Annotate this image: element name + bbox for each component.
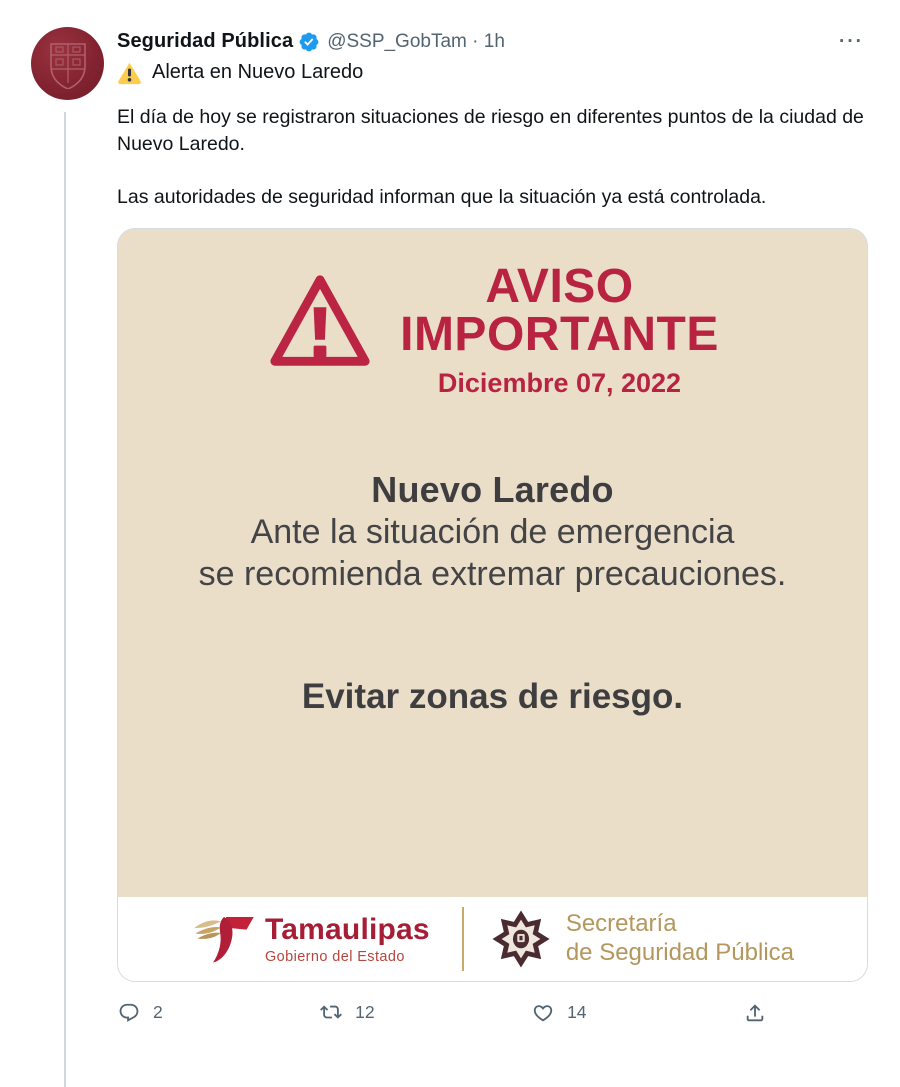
ssp-star-badge-icon <box>490 906 552 972</box>
like-icon <box>532 1002 554 1024</box>
tweet-body <box>117 104 868 211</box>
separator-dot: · <box>472 30 479 52</box>
tamaulipas-text-block <box>265 913 430 965</box>
alert-emphasis: Evitar zonas de riesgo. <box>301 676 684 716</box>
alert-title-line2: IMPORTANTE <box>400 307 719 361</box>
tweet-image-card[interactable] <box>117 228 868 982</box>
reply-button[interactable] <box>118 1002 163 1024</box>
alert-footer <box>118 897 867 981</box>
tweet-action-bar <box>118 1002 766 1024</box>
alert-date: Diciembre 07, 2022 <box>437 367 682 398</box>
author-name[interactable]: Seguridad Pública <box>117 30 294 52</box>
tweet-paragraph: El día de hoy se registraron situaciones de riesgo en diferentes puntos de la ciudad de Nuevo Laredo. <box>117 106 864 155</box>
reply-icon <box>118 1002 140 1024</box>
ssp-text-block <box>566 910 794 968</box>
tweet-headline: Alerta en Nuevo Laredo <box>152 61 364 83</box>
alert-title-block <box>400 259 719 399</box>
alert-message-line2: se recomienda extremar precauciones. <box>198 554 787 593</box>
avatar-column <box>31 14 104 1024</box>
retweet-icon <box>320 1002 342 1024</box>
verified-badge-icon <box>298 31 320 53</box>
author-handle-time[interactable] <box>327 31 505 53</box>
tweet-paragraph: Las autoridades de seguridad informan que la situación ya está controlada. <box>117 186 767 208</box>
like-button[interactable] <box>532 1002 586 1024</box>
alert-message-block <box>118 469 867 717</box>
tamaulipas-brand-name: Tamaulipas <box>264 912 430 946</box>
tweet-headline-row <box>117 60 868 85</box>
tamaulipas-logo <box>191 909 257 969</box>
alert-message-line1: Ante la situación de emergencia <box>250 512 735 551</box>
avatar-crest-icon <box>45 39 91 89</box>
alert-header <box>118 259 867 399</box>
author-handle[interactable]: @SSP_GobTam <box>327 30 467 52</box>
share-icon <box>744 1002 766 1024</box>
warning-emoji-icon <box>117 60 142 85</box>
alert-triangle-icon <box>266 269 374 377</box>
tweet-content <box>117 14 868 1024</box>
footer-divider <box>462 907 464 971</box>
tamaulipas-brand-sub: Gobierno del Estado <box>264 948 405 965</box>
retweet-button[interactable] <box>320 1002 374 1024</box>
more-options-icon[interactable]: ··· <box>839 31 864 52</box>
ssp-org-line1: Secretaría <box>565 909 677 937</box>
tweet-header <box>117 30 868 53</box>
alert-city: Nuevo Laredo <box>371 468 614 510</box>
retweet-count: 12 <box>355 1002 375 1022</box>
ssp-org-line2: de Seguridad Pública <box>565 938 794 966</box>
share-button[interactable] <box>744 1002 766 1024</box>
alert-title-line1: AVISO <box>485 259 634 313</box>
like-count: 14 <box>567 1002 587 1022</box>
tweet-timestamp[interactable]: 1h <box>483 30 505 52</box>
reply-count: 2 <box>153 1002 163 1022</box>
avatar[interactable] <box>31 27 104 100</box>
